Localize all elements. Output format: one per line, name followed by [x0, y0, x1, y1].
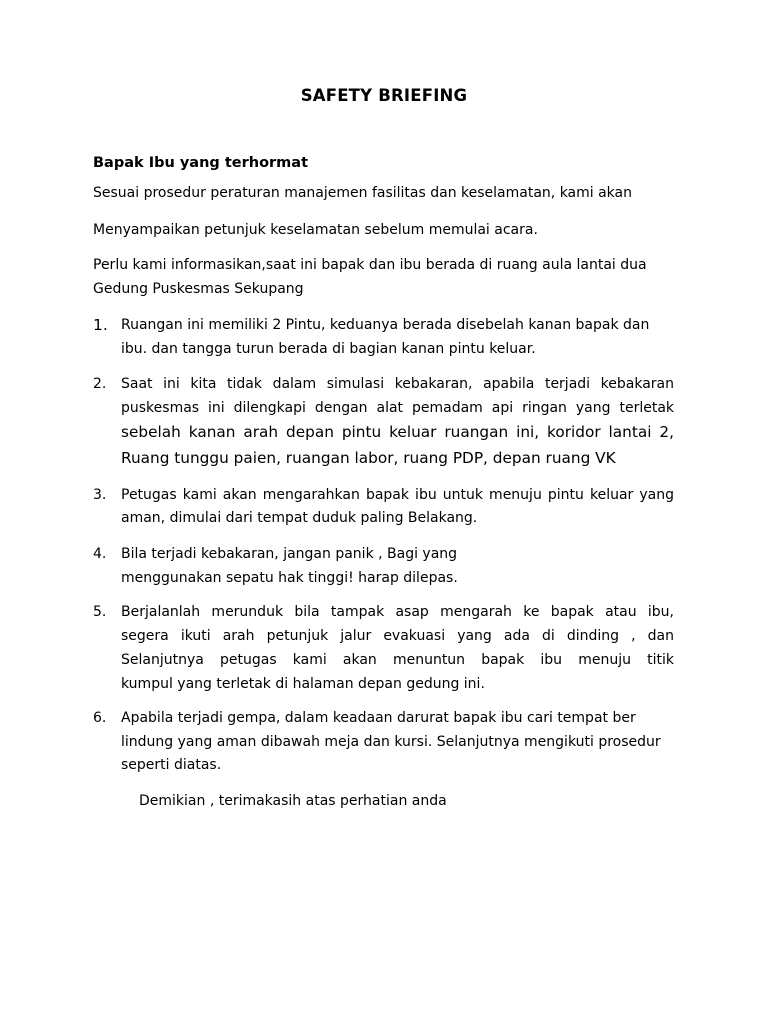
- list-item-line: seperti diatas.: [121, 757, 222, 773]
- list-item-line: puskesmas ini dilengkapi dengan alat pemadam api ringan yang terletak: [121, 400, 674, 416]
- list-item-line: Saat ini kita tidak dalam simulasi kebakaran, apabila terjadi kebakaran: [121, 376, 674, 392]
- document-title: SAFETY BRIEFING: [300, 86, 468, 105]
- list-item-number: 4.: [93, 546, 107, 562]
- list-item-line: segera ikuti arah petunjuk jalur evakuasi yang ada di dinding , dan: [121, 628, 674, 644]
- list-item-line: lindung yang aman dibawah meja dan kursi. Selanjutnya mengikuti prosedur: [121, 734, 661, 750]
- list-item-line: Berjalanlah merunduk bila tampak asap mengarah ke bapak atau ibu,: [121, 604, 674, 620]
- list-item-line: Bila terjadi kebakaran, jangan panik , Bagi yang: [121, 546, 458, 562]
- list-item-line: ibu. dan tangga turun berada di bagian kanan pintu keluar.: [121, 341, 536, 357]
- list-item-line: Selanjutnya petugas kami akan menuntun bapak ibu menuju titik: [121, 652, 674, 668]
- list-item-number: 1.: [93, 316, 108, 334]
- location-paragraph-line: Perlu kami informasikan,saat ini bapak dan ibu berada di ruang aula lantai dua: [93, 257, 647, 273]
- closing-line: Demikian , terimakasih atas perhatian anda: [139, 793, 447, 809]
- list-item-line: aman, dimulai dari tempat duduk paling Belakang.: [121, 510, 478, 526]
- list-item-line: kumpul yang terletak di halaman depan gedung ini.: [121, 676, 485, 692]
- list-item-line: Ruang tunggu paien, ruangan labor, ruang PDP, depan ruang VK: [121, 449, 616, 467]
- location-paragraph-line: Gedung Puskesmas Sekupang: [93, 281, 304, 297]
- list-item-line: Petugas kami akan mengarahkan bapak ibu untuk menuju pintu keluar yang: [121, 487, 674, 503]
- list-item-number: 6.: [93, 710, 107, 726]
- intro-paragraph-line: Menyampaikan petunjuk keselamatan sebelum memulai acara.: [93, 222, 538, 238]
- greeting: Bapak Ibu yang terhormat: [93, 155, 309, 171]
- intro-paragraph-line: Sesuai prosedur peraturan manajemen fasilitas dan keselamatan, kami akan: [93, 185, 632, 201]
- list-item-line: sebelah kanan arah depan pintu keluar ruangan ini, koridor lantai 2,: [121, 423, 674, 441]
- list-item-number: 3.: [93, 487, 107, 503]
- list-item-line: Apabila terjadi gempa, dalam keadaan darurat bapak ibu cari tempat ber: [121, 710, 636, 726]
- list-item-line: menggunakan sepatu hak tinggi! harap dilepas.: [121, 570, 458, 586]
- list-item-number: 2.: [93, 376, 107, 392]
- list-item-number: 5.: [93, 604, 107, 620]
- list-item-line: Ruangan ini memiliki 2 Pintu, keduanya berada disebelah kanan bapak dan: [121, 317, 650, 333]
